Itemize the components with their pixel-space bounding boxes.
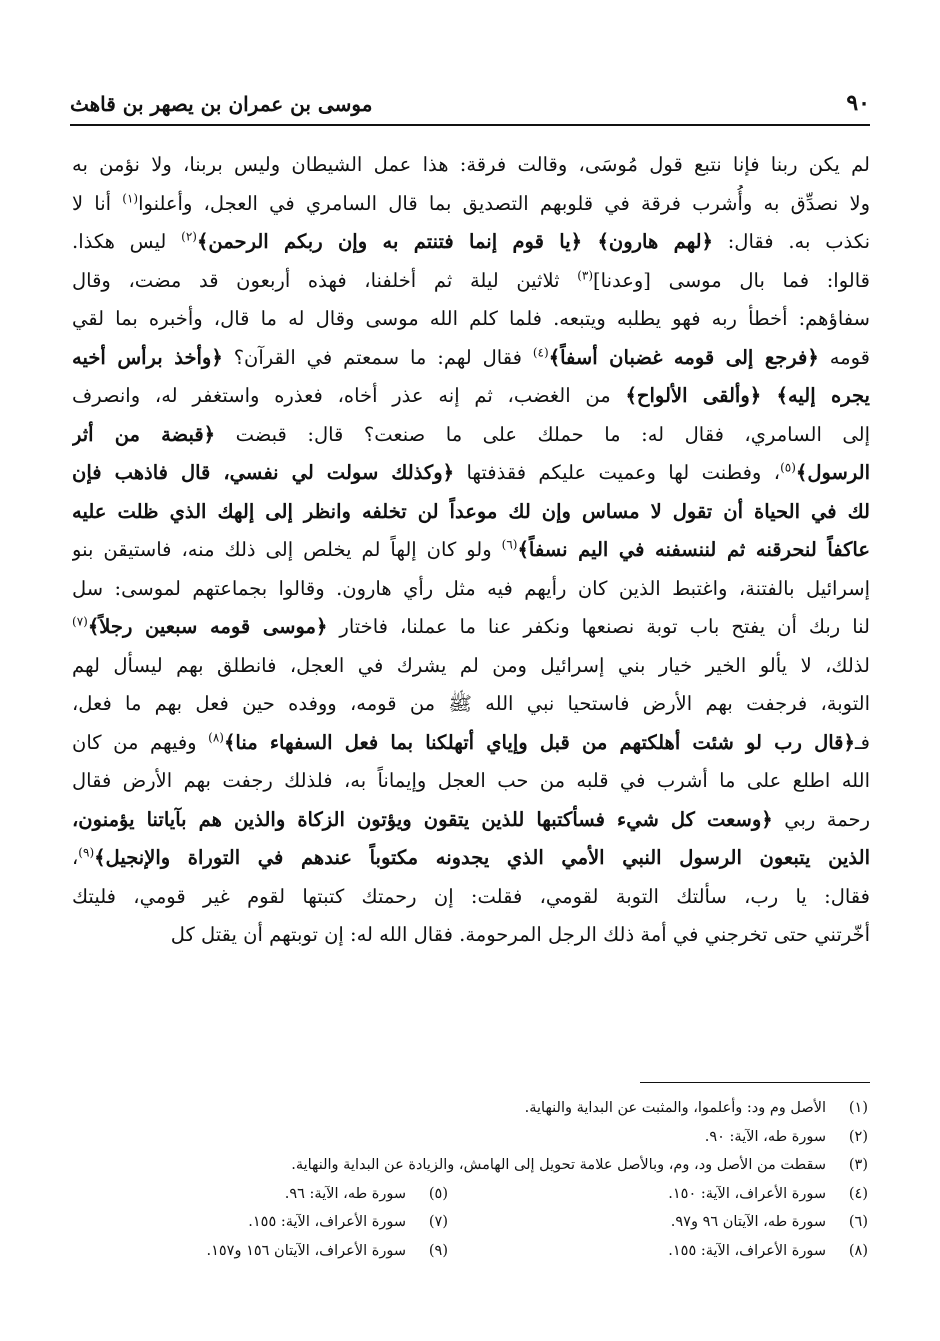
footnote [285, 1180, 448, 1209]
footnote-marker: (٨) [208, 730, 224, 744]
text-run: قومه [818, 345, 870, 369]
text-line [72, 493, 870, 532]
footnote-row [70, 1094, 868, 1123]
quran-quote: الذين يتبعون الرسول النبي الأمي الذي يجدونه مكتوباً عندهم في التوراة والإنجيل﴾ [94, 846, 870, 869]
footnote-text: سورة طه، الآية: ٩٠. [704, 1128, 826, 1145]
footnote-number: (٦) [848, 1214, 868, 1230]
footnote [525, 1094, 868, 1123]
text-run: ثلاثين ليلة ثم أخلفنا، فهذه أربعون قد مضت، وقال [72, 268, 578, 292]
quran-quote: ﴿وسعت كل شيء فسأكتبها للذين يتقون ويؤتون الزكاة والذين هم بآياتنا يؤمنون، [72, 807, 773, 831]
text-line [72, 531, 870, 570]
footnote-marker: (٩) [78, 845, 95, 860]
footnote-number: (٩) [428, 1242, 448, 1259]
text-run: لم يكن ربنا فإنا نتبع قول مُوسَى، وقالت فرقة: هذا عمل الشيطان وليس بربنا، ولا نؤمن به [72, 153, 870, 176]
text-run: فقال: يا رب، سألتك التوبة لقومي، فقلت: إن رحمتك كتبتها لقوم غير قومي، فليتك [72, 884, 870, 908]
footnote-row [70, 1151, 868, 1180]
footnote [448, 1208, 868, 1237]
quran-quote: يجره إليه﴾ ﴿وألقى الألواح﴾ [625, 384, 870, 407]
footnote-row [70, 1237, 868, 1266]
quran-quote: لك في الحياة أن تقول لا مساس وإن لك موعداً لن تخلفه وانظر إلى إلهك الذي ظلت عليه [72, 499, 870, 523]
text-line [72, 647, 870, 686]
page-number: ٩٠ [846, 90, 870, 116]
text-run: فقال لهم: ما سمعتم في القرآن؟ [222, 345, 533, 369]
text-line [72, 262, 870, 301]
text-line [72, 685, 870, 724]
text-run: من الغضب، ثم إنه عذر أخاه، فعذره واستغفر له، وانصرف [72, 384, 626, 407]
text-run: ولا نصدِّق به وأُشرب فرقة في قلوبهم التصديق بما قال السامري في العجل، وأعلنوا [138, 191, 870, 215]
text-line [72, 146, 870, 185]
footnote-marker: (٧) [72, 614, 88, 629]
footnote-text: سورة الأعراف، الآيتان ١٥٦ و١٥٧. [206, 1242, 406, 1259]
footnote [448, 1180, 868, 1209]
footnote-text: سورة طه، الآية: ٩٦. [284, 1185, 406, 1202]
footnote-rule [640, 1082, 870, 1083]
text-line [72, 724, 870, 763]
footnote-marker: (٢) [181, 229, 197, 244]
text-line [72, 416, 870, 455]
text-run: التوبة، فرجفت بهم الأرض فاستحيا نبي الله ﷺ من قومه، ووفده حين فعل بهم ما فعل، [72, 692, 870, 715]
text-run: إسرائيل بالفتنة، واغتبط الذين كان رأيهم فيه مثل رأي هارون. وقالوا بجماعتهم لموسى: سل [72, 576, 870, 600]
text-line [72, 839, 870, 878]
footnote-text: سورة طه، الآيتان ٩٦ و٩٧. [670, 1214, 826, 1230]
footnote-row [70, 1208, 868, 1237]
footnotes [70, 1094, 868, 1265]
quran-quote: ﴿وأخذ برأس أخيه [72, 345, 223, 369]
text-run: وفيهم من كان [72, 730, 209, 754]
body-text [72, 146, 870, 955]
footnote-number: (٥) [428, 1185, 448, 1202]
footnote-marker: (٦) [501, 537, 518, 552]
footnote-number: (٣) [848, 1157, 868, 1173]
footnote [705, 1123, 868, 1152]
text-line [72, 377, 870, 416]
text-line [72, 300, 870, 339]
text-line [72, 223, 870, 262]
text-run: لنا ربك أن يفتح باب توبة نصنعها ونكفر عنا ما عملنا، فاختار [327, 615, 870, 638]
footnote-number: (١) [848, 1100, 868, 1116]
text-line [72, 454, 870, 493]
text-line [72, 916, 870, 955]
text-run: الله اطلع على ما أشرب في قلبه من حب العجل وإيماناً به، فلذلك رجفت بهم الأرض فقال [72, 769, 870, 792]
quran-quote: ﴿فرجع إلى قومه غضبان أسفاً﴾ [548, 345, 819, 369]
quran-quote: عاكفاً لنحرقنه ثم لننسفنه في اليم نسفاً﴾ [517, 538, 870, 561]
text-line [72, 339, 870, 378]
footnote [206, 1237, 448, 1266]
footnote-text: الأصل وم ود: وأعلموا، والمثبت عن البداية والنهاية. [524, 1100, 826, 1116]
text-line [72, 801, 870, 840]
text-run: أخّرتني حتى تخرجني في أمة ذلك الرجل المرحومة. فقال الله له: إن توبتهم أن يقتل كل [170, 923, 870, 946]
text-line [72, 878, 870, 917]
footnote-marker: (٣) [577, 268, 594, 282]
text-line [72, 608, 870, 647]
page-header [70, 80, 870, 116]
text-run: نكذب به. فقال: [712, 230, 870, 253]
footnote-text: سورة الأعراف، الآية: ١٥٥. [248, 1214, 406, 1230]
footnote-row [70, 1123, 868, 1152]
text-run: أنا لا [72, 191, 123, 215]
footnote [291, 1151, 868, 1180]
header-rule [70, 124, 870, 126]
text-run: ، [72, 846, 79, 869]
footnote-text: سقطت من الأصل ود، وم، وبالأصل علامة تحويل إلى الهامش، والزيادة عن البداية والنهاية. [291, 1157, 826, 1173]
footnote-number: (٤) [848, 1185, 868, 1202]
text-run: ولو كان إلهاً لم يخلص إلى ذلك منه، فاستيقن بنو [72, 538, 502, 561]
footnote-number: (٢) [848, 1128, 868, 1145]
text-run: سفاؤهم: أخطأ ربه فهو يطلبه ويتبعه. فلما كلم الله موسى وقال له ما قال، وأخبره بما لقي [72, 307, 870, 330]
footnote-number: (٨) [848, 1242, 868, 1259]
quran-quote: الرسول﴾ [795, 461, 870, 484]
text-run: قالوا: فما بال موسى [وعدنا] [593, 268, 870, 292]
footnote-row [70, 1180, 868, 1209]
footnote [448, 1237, 868, 1266]
footnote-marker: (١) [122, 191, 139, 205]
running-title: موسى بن عمران بن يصهر بن قاهث [70, 92, 373, 116]
quran-quote: ﴿قال رب لو شئت أهلكتهم من قبل وإياي أتهلكنا بما فعل السفهاء منا﴾ [223, 730, 855, 754]
text-run: ليس هكذا. [72, 230, 182, 253]
quran-quote: ﴿قبضة من أثر [72, 422, 216, 446]
text-line [72, 570, 870, 609]
text-run: لذلك، لا يألو الخير خيار بني إسرائيل ومن لم يشرك في العجل، فانطلق بهم ليسأل لهم [72, 653, 870, 677]
quran-quote: ﴿موسى قومه سبعين رجلاً﴾ [87, 615, 328, 638]
text-run: رحمة ربي [772, 807, 870, 831]
footnote-text: سورة الأعراف، الآية: ١٥٠. [668, 1185, 826, 1202]
quran-quote: ﴿وكذلك سولت لي نفسي، قال فاذهب فإن [72, 461, 455, 484]
text-run: إلى السامري، فقال له: ما حملك على ما صنعت؟ قال: قبضت [215, 422, 870, 446]
footnote-marker: (٥) [780, 460, 796, 475]
text-line [72, 762, 870, 801]
text-run: فـ [854, 730, 870, 754]
footnote-marker: (٤) [532, 345, 549, 359]
text-line [72, 185, 870, 224]
footnote-text: سورة الأعراف، الآية: ١٥٥. [668, 1242, 826, 1259]
text-run: ، وفطنت لها وعميت عليكم فقذفتها [454, 461, 781, 484]
footnote [248, 1208, 448, 1237]
quran-quote: ﴿لهم هارون﴾ ﴿يا قوم إنما فتنتم به وإن ربكم الرحمن﴾ [196, 230, 713, 253]
footnote-number: (٧) [428, 1214, 448, 1230]
